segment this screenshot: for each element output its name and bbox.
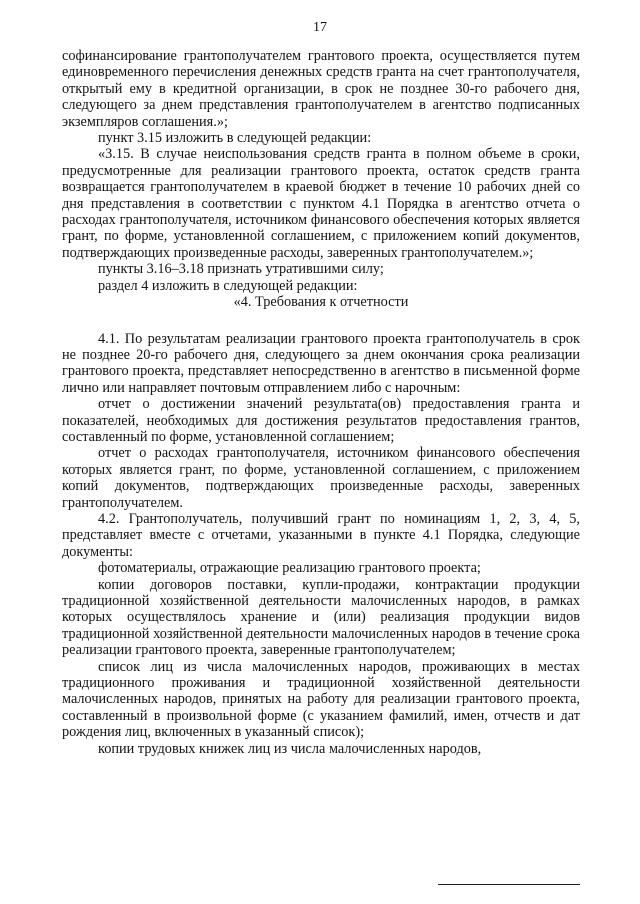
paragraph-employee-list: список лиц из числа малочисленных народов, проживающих в местах традиционного проживания и традиционной хозяйственной деятельности малочисленных народов, принятых на работу для реализации грантового проекта, составленный в произвольной форме (с указанием фамилий, имен, отчеств и дат рождения лиц, включенных в указанный список); [62,658,580,741]
page-number: 17 [313,20,327,35]
paragraph-amend-3-15: пункт 3.15 изложить в следующей редакции: [98,130,372,147]
paragraph-photo-materials: фотоматериалы, отражающие реализацию грантового проекта; [98,560,481,577]
paragraph-amend-section-4: раздел 4 изложить в следующей редакции: [98,277,358,294]
section-4-heading: «4. Требования к отчетности [233,294,409,311]
paragraph-clause-4-1: 4.1. По результатам реализации грантового проекта грантополучатель в срок не позднее 20-го рабочего дня, следующего за днем окончания срока реализации грантового проекта, представляет непосредственно в агентство в письменной форме лично или направляет почтовым отправлением либо с нарочным: [62,330,580,396]
paragraph-repeal-3-16-3-18: пункты 3.16–3.18 признать утратившими силу; [98,261,384,278]
paragraph-clause-4-2: 4.2. Грантополучатель, получивший грант по номинациям 1, 2, 3, 4, 5, представляет вместе с отчетами, указанными в пункте 4.1 Порядка, следующие документы: [62,510,580,560]
paragraph-contract-copies: копии договоров поставки, купли-продажи, контрактации продукции традиционной хозяйственной деятельности малочисленных народов, в рамках которых осуществлялось хранение и (или) реализация продукции видов традиционной хозяйственной деятельности малочисленных народов в течение срока реализации грантового проекта, заверенные грантополучателем; [62,576,580,659]
paragraph-expenses-report: отчет о расходах грантополучателя, источником финансового обеспечения которых является грант, по форме, установленной соглашением, с приложением копий документов, подтверждающих произведенные расходы, заверенных грантополучателем. [62,445,580,511]
paragraph-results-report: отчет о достижении значений результата(ов) предоставления гранта и показателей, необходимых для достижения результатов предоставления грантов, составленный по форме, установленной соглашением; [62,396,580,445]
paragraph-employment-records: копии трудовых книжек лиц из числа малочисленных народов, [98,740,482,757]
paragraph-cofinancing-continuation: софинансирование грантополучателем грантового проекта, осуществляется путем единовременного перечисления денежных средств гранта на счет грантополучателя, открытый ему в кредитной организации, в срок не позднее 30-го рабочего дня, следующего за днем представления грантополучателем в агентство подписанных экземпляров соглашения.»; [62,48,580,130]
footer-rule [438,884,580,885]
paragraph-clause-3-15: «3.15. В случае неиспользования средств гранта в полном объеме в сроки, предусмотренные для реализации грантового проекта, остаток средств гранта возвращается грантополучателем в краевой бюджет в течение 10 рабочих дней со дня представления в соответствии с пунктом 4.1 Порядка в агентство отчета о расходах грантополучателя, источником финансового обеспечения которых является грант, по форме, установленной соглашением, с приложением копий документов, подтверждающих произведенные расходы, заверенных грантополучателем.»; [62,146,580,261]
document-body [62,48,580,757]
